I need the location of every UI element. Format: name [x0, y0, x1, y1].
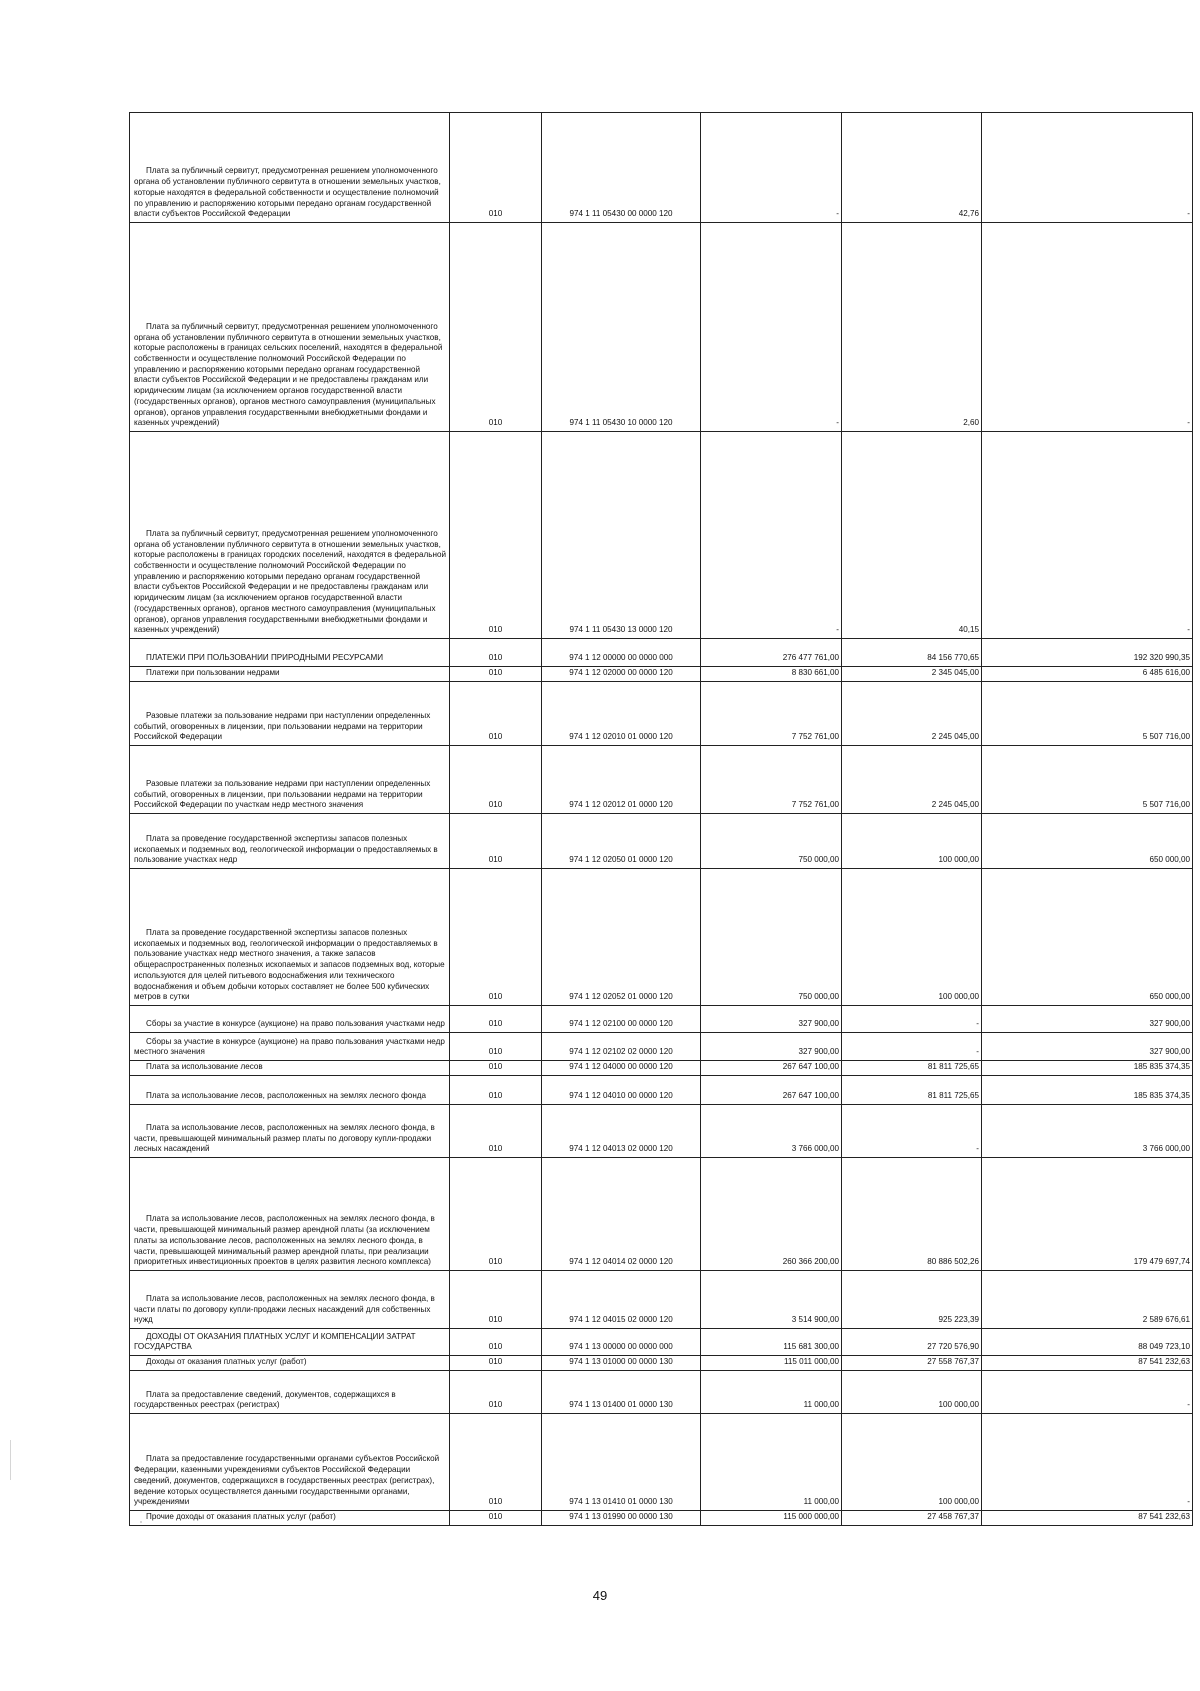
table-row: [130, 1511, 1193, 1526]
row-unexecuted: -: [982, 113, 1193, 223]
table-row: [130, 1158, 1193, 1271]
row-line-code: 010: [450, 223, 542, 432]
row-unexecuted: 192 320 990,35: [982, 639, 1193, 667]
row-name-cell: Плата за публичный сервитут, предусмотренная решением уполномоченного органа об установлении публичного сервитута в отношении земельных участков, которые расположены в границах сельских поселений, находятся в федеральной собственности и осуществление полномочий Российской Федерации по управлению и распоряжению которыми передано органам государственной власти субъектов Российской Федерации и не предоставлены гражданам или юридическим лицам (за исключением органов государственной власти (государственных органов), органов местного самоуправления (муниципальных органов), органов управления государственными внебюджетными фондами и казенных учреждений): [130, 223, 450, 432]
row-unexecuted: 5 507 716,00: [982, 746, 1193, 814]
row-unexecuted: 327 900,00: [982, 1006, 1193, 1033]
row-budget-code: 974 1 11 05430 00 0000 120: [542, 113, 701, 223]
row-name-cell: Плата за предоставление сведений, документов, содержащихся в государственных реестрах (регистрах): [130, 1371, 450, 1414]
row-executed: -: [842, 1006, 982, 1033]
row-approved: 8 830 661,00: [701, 667, 842, 682]
row-approved: 327 900,00: [701, 1006, 842, 1033]
row-budget-code: 974 1 13 01000 00 0000 130: [542, 1356, 701, 1371]
row-budget-code: 974 1 12 04015 02 0000 120: [542, 1271, 701, 1329]
row-budget-code: 974 1 12 00000 00 0000 000: [542, 639, 701, 667]
row-line-code: 010: [450, 113, 542, 223]
row-executed: 84 156 770,65: [842, 639, 982, 667]
row-budget-code: 974 1 12 02100 00 0000 120: [542, 1006, 701, 1033]
row-name-cell: Доходы от оказания платных услуг (работ): [130, 1356, 450, 1371]
table-row: [130, 1414, 1193, 1511]
row-unexecuted: 185 835 374,35: [982, 1076, 1193, 1105]
row-line-code: 010: [450, 1371, 542, 1414]
row-approved: 260 366 200,00: [701, 1158, 842, 1271]
row-executed: -: [842, 1105, 982, 1158]
row-line-code: 010: [450, 639, 542, 667]
row-name-cell: Плата за использование лесов, расположенных на землях лесного фонда, в части платы по договору купли-продажи лесных насаждений для собственных нужд: [130, 1271, 450, 1329]
row-name-cell: Плата за проведение государственной экспертизы запасов полезных ископаемых и подземных вод, геологической информации о предоставляемых в пользование участках недр: [130, 814, 450, 869]
row-line-code: 010: [450, 682, 542, 746]
row-name-cell: Плата за публичный сервитут, предусмотренная решением уполномоченного органа об установлении публичного сервитута в отношении земельных участков, которые расположены в границах городских поселений, находятся в федеральной собственности и осуществление полномочий Российской Федерации по управлению и распоряжению которыми передано органам государственной власти субъектов Российской Федерации и не предоставлены гражданам или юридическим лицам (за исключением органов государственной власти (государственных органов), органов местного самоуправления (муниципальных органов), органов управления государственными внебюджетными фондами и казенных учреждений): [130, 432, 450, 639]
row-budget-code: 974 1 13 00000 00 0000 000: [542, 1329, 701, 1356]
row-budget-code: 974 1 11 05430 10 0000 120: [542, 223, 701, 432]
row-executed: 2 245 045,00: [842, 682, 982, 746]
row-budget-code: 974 1 13 01400 01 0000 130: [542, 1371, 701, 1414]
row-executed: 81 811 725,65: [842, 1061, 982, 1076]
row-approved: 276 477 761,00: [701, 639, 842, 667]
scan-edge-mark: [10, 1440, 11, 1480]
row-line-code: 010: [450, 1033, 542, 1061]
row-name-cell: Платежи при пользовании недрами: [130, 667, 450, 682]
row-budget-code: 974 1 12 02010 01 0000 120: [542, 682, 701, 746]
row-line-code: 010: [450, 1061, 542, 1076]
row-approved: 11 000,00: [701, 1414, 842, 1511]
row-approved: 267 647 100,00: [701, 1061, 842, 1076]
row-unexecuted: 179 479 697,74: [982, 1158, 1193, 1271]
table-row: [130, 746, 1193, 814]
row-line-code: 010: [450, 869, 542, 1006]
row-executed: 27 720 576,90: [842, 1329, 982, 1356]
row-approved: 3 766 000,00: [701, 1105, 842, 1158]
row-line-code: 010: [450, 1105, 542, 1158]
row-executed: 100 000,00: [842, 1414, 982, 1511]
row-budget-code: 974 1 12 04000 00 0000 120: [542, 1061, 701, 1076]
row-executed: 80 886 502,26: [842, 1158, 982, 1271]
row-unexecuted: -: [982, 432, 1193, 639]
row-line-code: 010: [450, 1271, 542, 1329]
row-unexecuted: 87 541 232,63: [982, 1356, 1193, 1371]
row-approved: 115 000 000,00: [701, 1511, 842, 1526]
row-approved: 267 647 100,00: [701, 1076, 842, 1105]
scan-dot-mark: [140, 1521, 142, 1523]
revenue-table: [129, 112, 1193, 1526]
row-approved: 115 681 300,00: [701, 1329, 842, 1356]
table-row: [130, 667, 1193, 682]
row-line-code: 010: [450, 1511, 542, 1526]
row-budget-code: 974 1 12 02052 01 0000 120: [542, 869, 701, 1006]
row-unexecuted: 88 049 723,10: [982, 1329, 1193, 1356]
table-row: [130, 1061, 1193, 1076]
row-budget-code: 974 1 12 04014 02 0000 120: [542, 1158, 701, 1271]
row-name-cell: Плата за проведение государственной экспертизы запасов полезных ископаемых и подземных вод, геологической информации о предоставляемых в пользование участках недр местного значения, а также запасов общераспространенных полезных ископаемых и запасов подземных вод, которые используются для целей питьевого водоснабжения или технического водоснабжения и объем добычи которых составляет не более 500 кубических метров в сутки: [130, 869, 450, 1006]
table-row: [130, 1033, 1193, 1061]
row-executed: 2 245 045,00: [842, 746, 982, 814]
page-number: 49: [592, 1588, 608, 1603]
row-approved: 750 000,00: [701, 814, 842, 869]
table-row: [130, 869, 1193, 1006]
row-line-code: 010: [450, 746, 542, 814]
row-name-cell: ПЛАТЕЖИ ПРИ ПОЛЬЗОВАНИИ ПРИРОДНЫМИ РЕСУРСАМИ: [130, 639, 450, 667]
row-approved: -: [701, 113, 842, 223]
row-budget-code: 974 1 12 04010 00 0000 120: [542, 1076, 701, 1105]
row-name-cell: Прочие доходы от оказания платных услуг (работ): [130, 1511, 450, 1526]
row-budget-code: 974 1 12 02000 00 0000 120: [542, 667, 701, 682]
row-name-cell: Сборы за участие в конкурсе (аукционе) на право пользования участками недр: [130, 1006, 450, 1033]
row-approved: 327 900,00: [701, 1033, 842, 1061]
row-approved: 750 000,00: [701, 869, 842, 1006]
row-executed: 81 811 725,65: [842, 1076, 982, 1105]
row-executed: 2,60: [842, 223, 982, 432]
row-approved: 11 000,00: [701, 1371, 842, 1414]
table-row: [130, 113, 1193, 223]
table-row: [130, 1105, 1193, 1158]
table-row: [130, 814, 1193, 869]
row-unexecuted: 650 000,00: [982, 869, 1193, 1006]
table-row: [130, 1371, 1193, 1414]
row-unexecuted: 5 507 716,00: [982, 682, 1193, 746]
row-unexecuted: 185 835 374,35: [982, 1061, 1193, 1076]
row-line-code: 010: [450, 1006, 542, 1033]
table-row: [130, 1006, 1193, 1033]
row-name-cell: ДОХОДЫ ОТ ОКАЗАНИЯ ПЛАТНЫХ УСЛУГ И КОМПЕНСАЦИИ ЗАТРАТ ГОСУДАРСТВА: [130, 1329, 450, 1356]
row-executed: 40,15: [842, 432, 982, 639]
row-executed: 2 345 045,00: [842, 667, 982, 682]
row-name-cell: Сборы за участие в конкурсе (аукционе) на право пользования участками недр местного значения: [130, 1033, 450, 1061]
row-approved: 115 011 000,00: [701, 1356, 842, 1371]
row-line-code: 010: [450, 1414, 542, 1511]
row-budget-code: 974 1 12 02102 02 0000 120: [542, 1033, 701, 1061]
row-executed: 100 000,00: [842, 814, 982, 869]
row-executed: -: [842, 1033, 982, 1061]
table-row: [130, 1329, 1193, 1356]
row-approved: 3 514 900,00: [701, 1271, 842, 1329]
row-unexecuted: -: [982, 223, 1193, 432]
table-row: [130, 1356, 1193, 1371]
row-name-cell: Плата за использование лесов: [130, 1061, 450, 1076]
table-row: [130, 682, 1193, 746]
table-row: [130, 639, 1193, 667]
row-executed: 42,76: [842, 113, 982, 223]
row-line-code: 010: [450, 1158, 542, 1271]
row-unexecuted: 6 485 616,00: [982, 667, 1193, 682]
row-approved: -: [701, 432, 842, 639]
row-budget-code: 974 1 12 02012 01 0000 120: [542, 746, 701, 814]
row-executed: 100 000,00: [842, 1371, 982, 1414]
row-budget-code: 974 1 13 01990 00 0000 130: [542, 1511, 701, 1526]
row-line-code: 010: [450, 667, 542, 682]
row-executed: 27 458 767,37: [842, 1511, 982, 1526]
row-unexecuted: 2 589 676,61: [982, 1271, 1193, 1329]
table-row: [130, 432, 1193, 639]
row-name-cell: Плата за публичный сервитут, предусмотренная решением уполномоченного органа об установлении публичного сервитута в отношении земельных участков, которые находятся в федеральной собственности и осуществление полномочий по управлению и распоряжению которыми передано органам государственной власти субъектов Российской Федерации: [130, 113, 450, 223]
row-unexecuted: 3 766 000,00: [982, 1105, 1193, 1158]
table-row: [130, 1271, 1193, 1329]
table-row: [130, 1076, 1193, 1105]
row-unexecuted: 87 541 232,63: [982, 1511, 1193, 1526]
row-unexecuted: 650 000,00: [982, 814, 1193, 869]
row-name-cell: Плата за использование лесов, расположенных на землях лесного фонда, в части, превышающей минимальный размер платы по договору купли-продажи лесных насаждений: [130, 1105, 450, 1158]
row-line-code: 010: [450, 1329, 542, 1356]
row-name-cell: Плата за предоставление государственными органами субъектов Российской Федерации, казенными учреждениями субъектов Российской Федерации сведений, документов, содержащихся в государственных реестрах (регистрах), ведение которых осуществляется данными государственными органами, учреждениями: [130, 1414, 450, 1511]
row-name-cell: Разовые платежи за пользование недрами при наступлении определенных событий, оговоренных в лицензии, при пользовании недрами на территории Российской Федерации: [130, 682, 450, 746]
row-line-code: 010: [450, 1356, 542, 1371]
row-budget-code: 974 1 11 05430 13 0000 120: [542, 432, 701, 639]
row-name-cell: Разовые платежи за пользование недрами при наступлении определенных событий, оговоренных в лицензии, при пользовании недрами на территории Российской Федерации по участкам недр местного значения: [130, 746, 450, 814]
row-executed: 100 000,00: [842, 869, 982, 1006]
row-approved: 7 752 761,00: [701, 682, 842, 746]
row-budget-code: 974 1 13 01410 01 0000 130: [542, 1414, 701, 1511]
row-name-cell: Плата за использование лесов, расположенных на землях лесного фонда, в части, превышающей минимальный размер арендной платы (за исключением платы за использование лесов, расположенных на землях лесного фонда, в части, превышающей минимальный размер арендной платы, при реализации приоритетных инвестиционных проектов в целях развития лесного комплекса): [130, 1158, 450, 1271]
row-line-code: 010: [450, 814, 542, 869]
row-unexecuted: -: [982, 1371, 1193, 1414]
row-unexecuted: -: [982, 1414, 1193, 1511]
table-row: [130, 223, 1193, 432]
row-budget-code: 974 1 12 02050 01 0000 120: [542, 814, 701, 869]
row-executed: 925 223,39: [842, 1271, 982, 1329]
row-approved: -: [701, 223, 842, 432]
row-approved: 7 752 761,00: [701, 746, 842, 814]
row-executed: 27 558 767,37: [842, 1356, 982, 1371]
row-line-code: 010: [450, 1076, 542, 1105]
row-unexecuted: 327 900,00: [982, 1033, 1193, 1061]
row-budget-code: 974 1 12 04013 02 0000 120: [542, 1105, 701, 1158]
row-line-code: 010: [450, 432, 542, 639]
row-name-cell: Плата за использование лесов, расположенных на землях лесного фонда: [130, 1076, 450, 1105]
